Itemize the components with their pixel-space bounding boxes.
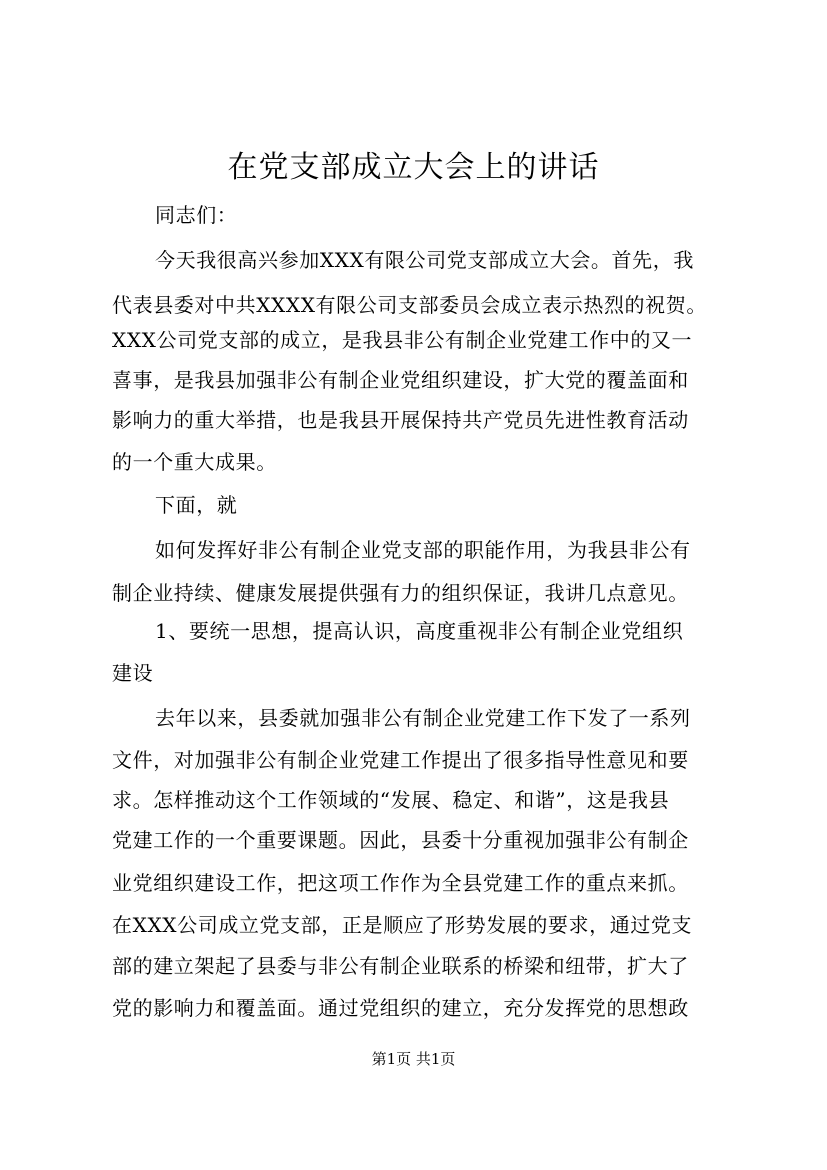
- body-line: 文件，对加强非公有制企业党建工作提出了很多指导性意见和要: [112, 748, 689, 772]
- salutation-line: 同志们：: [155, 203, 238, 227]
- body-line: 如何发挥好非公有制企业党支部的职能作用，为我县非公有: [155, 538, 691, 562]
- body-line: 在XXX公司成立党支部，正是顺应了形势发展的要求，通过党支: [112, 913, 693, 937]
- body-line: 部的建立架起了县委与非公有制企业联系的桥梁和纽带，扩大了: [112, 954, 689, 978]
- document-title: 在党支部成立大会上的讲话: [227, 150, 600, 185]
- section-heading-line: 1、要统一思想，提高认识，高度重视非公有制企业党组织: [155, 619, 684, 643]
- page-number-footer: 第1页 共1页: [371, 1050, 456, 1068]
- body-line: 影响力的重大举措，也是我县开展保持共产党员先进性教育活动: [112, 408, 689, 432]
- body-line: 的一个重大成果。: [112, 450, 277, 474]
- body-line: 去年以来，县委就加强非公有制企业党建工作下发了一系列: [155, 706, 691, 730]
- body-line: XXX公司党支部的成立，是我县非公有制企业党建工作中的又一: [112, 328, 693, 352]
- body-line: 代表县委对中共XXXX有限公司支部委员会成立表示热烈的祝贺。: [112, 293, 707, 317]
- body-line: 党的影响力和覆盖面。通过党组织的建立，充分发挥党的思想政: [112, 996, 689, 1020]
- body-line: 制企业持续、健康发展提供强有力的组织保证，我讲几点意见。: [112, 581, 689, 605]
- body-line: 今天我很高兴参加XXX有限公司党支部成立大会。首先，我: [155, 248, 694, 272]
- section-heading-line: 建设: [112, 661, 154, 685]
- body-line: 业党组织建设工作，把这项工作作为全县党建工作的重点来抓。: [112, 871, 689, 895]
- body-line: 求。怎样推动这个工作领域的“发展、稳定、和谐”，这是我县: [112, 788, 670, 812]
- body-line: 下面，就: [155, 493, 238, 517]
- body-line: 党建工作的一个重要课题。因此，县委十分重视加强非公有制企: [112, 828, 689, 852]
- body-line: 喜事，是我县加强非公有制企业党组织建设，扩大党的覆盖面和: [112, 368, 689, 392]
